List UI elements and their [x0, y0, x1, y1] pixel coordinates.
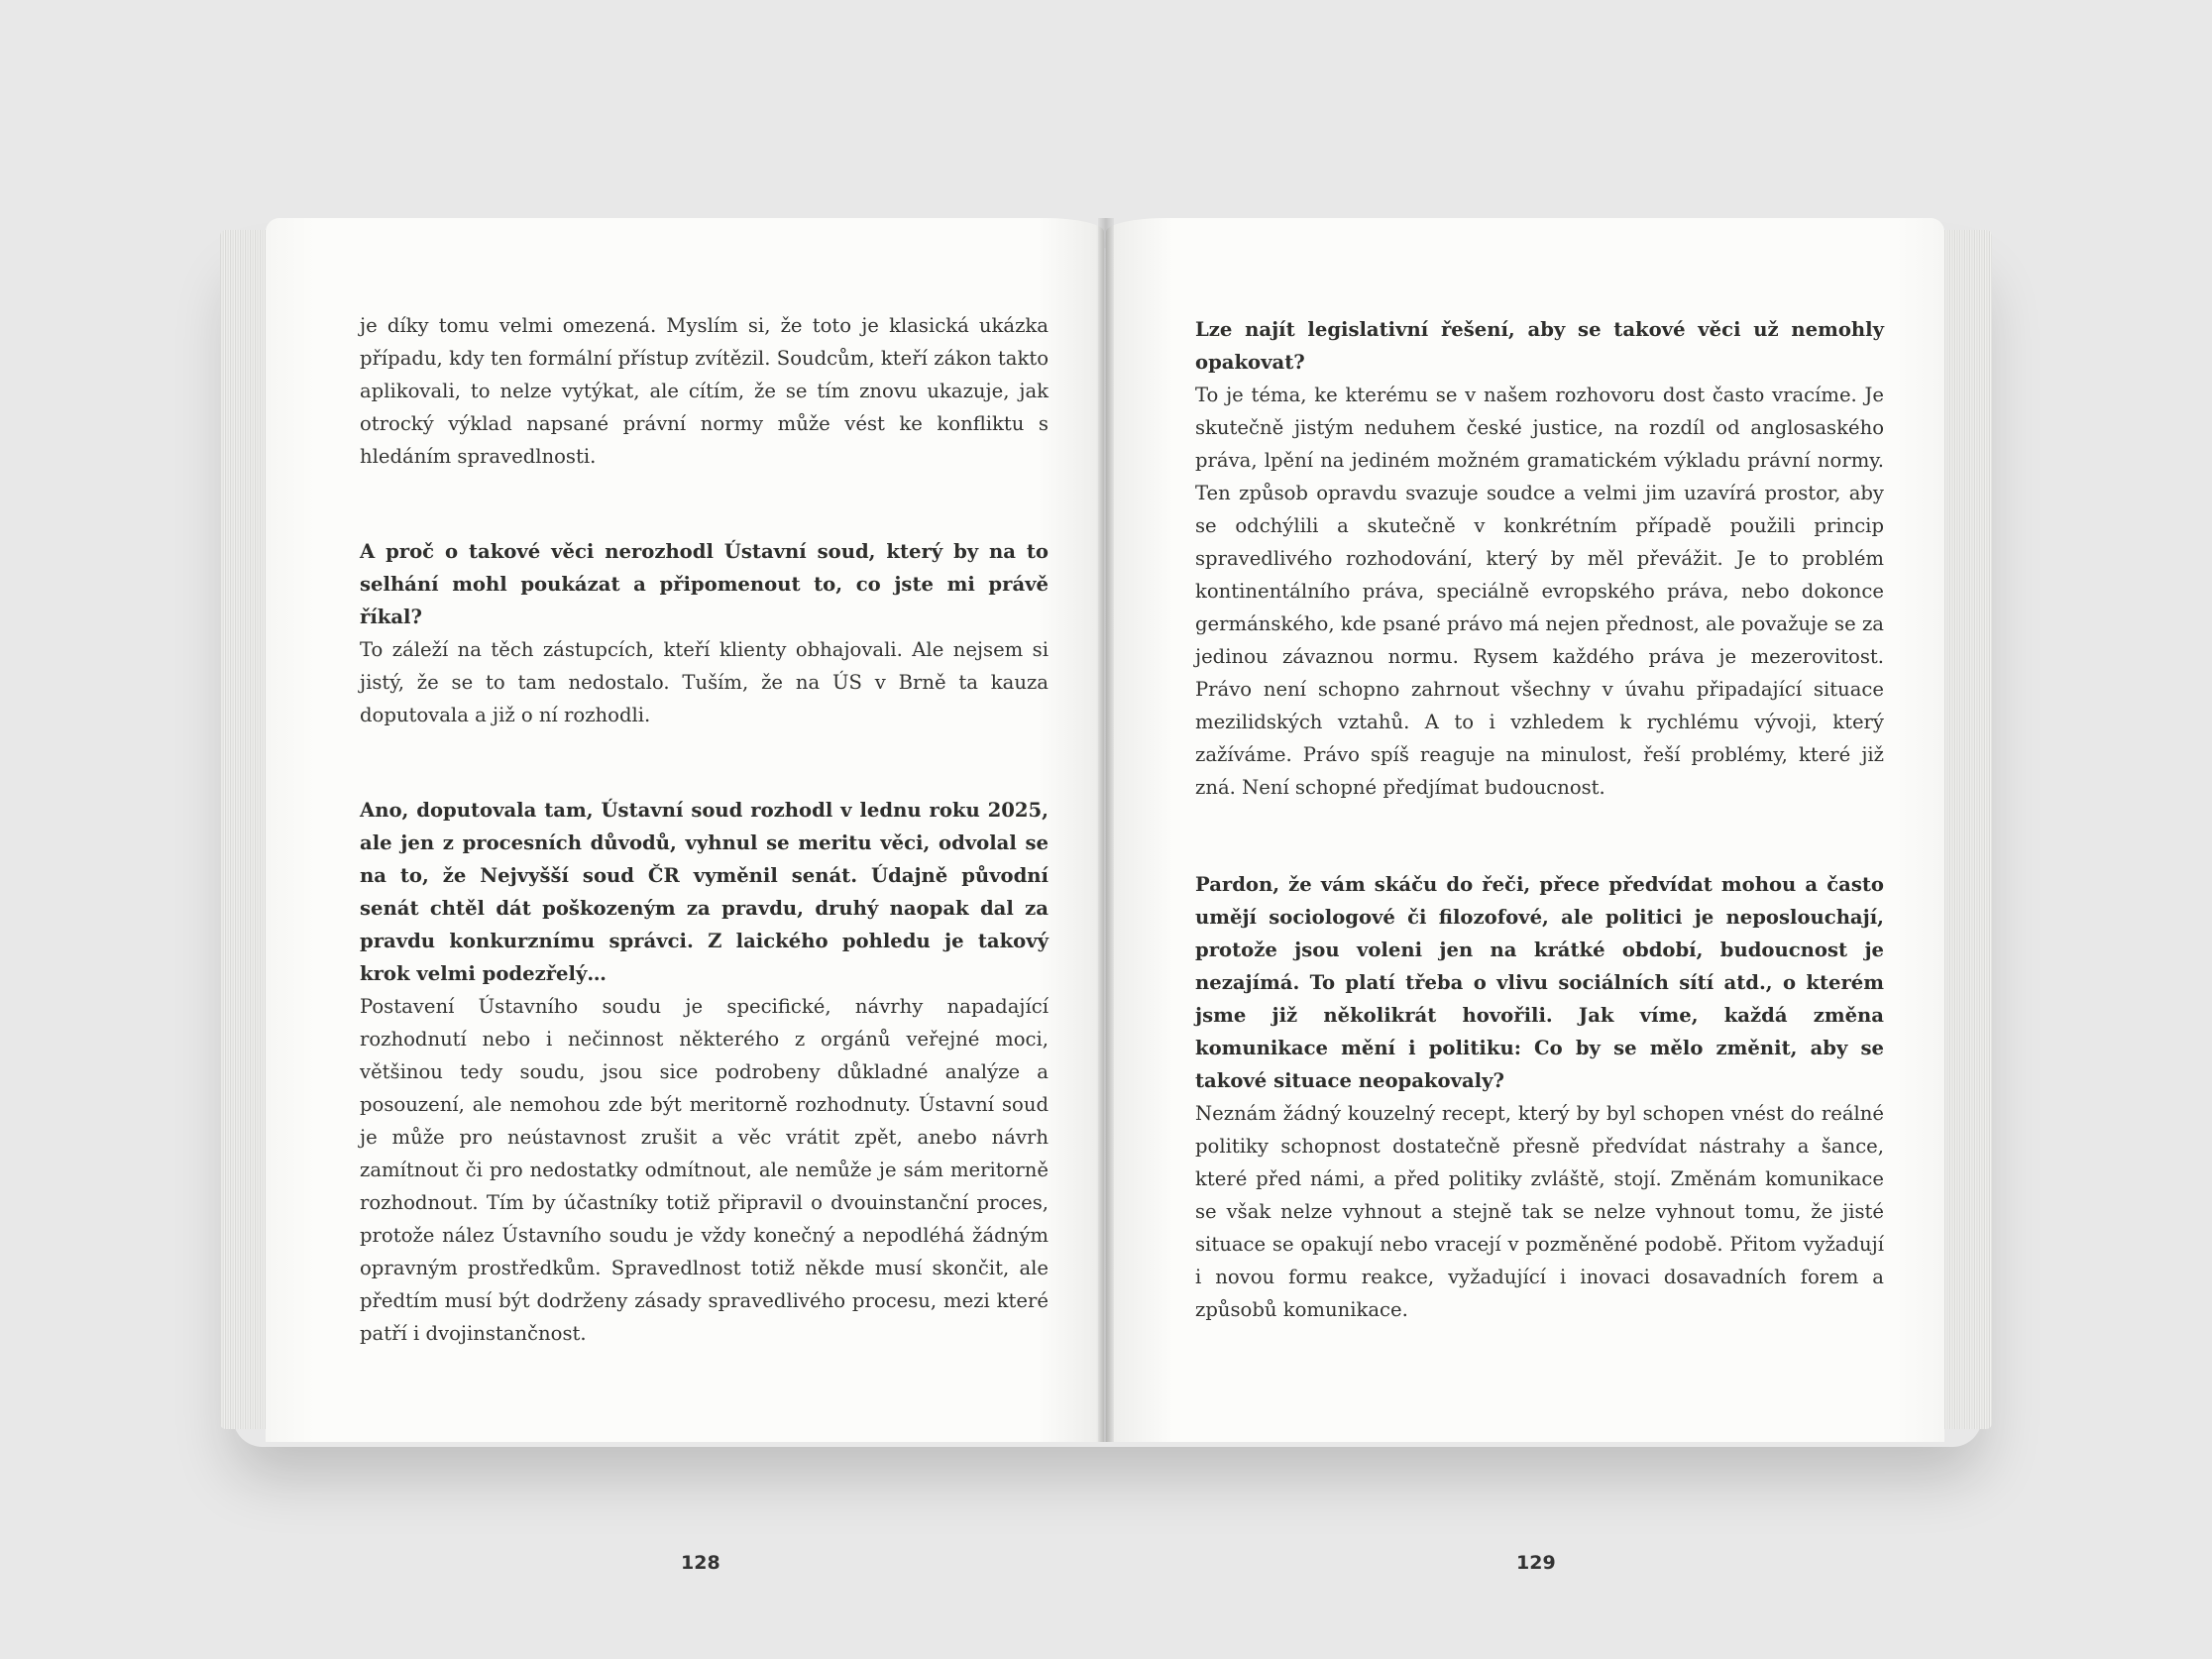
paragraph-answer: Postavení Ústavního soudu je specifické, návrhy napadající rozhodnutí nebo i nečinnost některého z orgánů veřejné moci, většinou tedy soudu, jsou sice podrobeny důkladné analýze a posouzení, ale nemohou zde být meritorně rozhodnuty. Ústavní soud je může pro neústavnost zrušit a věc vrátit zpět, anebo návrh zamítnout či pro nedostatky odmítnout, ale nemůže je sám meritorně rozhodnout. Tím by účastníky totiž připravil o dvouinstanční proces, protože nález Ústavního soudu je vždy konečný a nepodléhá žádným opravným prostředkům. Spravedlnost totiž někde musí skončit, ale předtím musí být dodrženy zásady spravedlivého procesu, mezi které patří i dvojinstančnost. — [360, 995, 1049, 1345]
left-page — [266, 218, 1104, 1574]
paragraph-gap — [1195, 804, 1884, 868]
paragraph-question: A proč o takové věci nerozhodl Ústavní soud, který by na to selhání mohl poukázat a připomenout to, co jste mi právě říkal? — [360, 540, 1049, 628]
paragraph-answer: je díky tomu velmi omezená. Myslím si, že toto je klasická ukázka případu, kdy ten formální přístup zvítězil. Soudcům, kteří zákon takto aplikovali, to nelze vytýkat, ale cítím, že se tím znovu ukazuje, jak otrocký výklad napsané právní normy může vést ke konfliktu s hledáním spravedlnosti. — [360, 314, 1049, 468]
paragraph-gap — [360, 731, 1049, 794]
paragraph-answer: Neznám žádný kouzelný recept, který by byl schopen vnést do reálné politiky schopnost dostatečně přesně předvídat nástrahy a šance, které před námi, a před politiky zvláště, stojí. Změnám komunikace se však nelze vyhnout a stejně tak se nelze vyhnout tomu, že jisté situace se opakují nebo vracejí v pozměněné podobě. Přitom vyžadují i novou formu reakce, vyžadující i inovaci dosavadních forem a způsobů komunikace. — [1195, 1102, 1884, 1321]
paragraph-question: Lze najít legislativní řešení, aby se takové věci už nemohly opakovat? — [1195, 318, 1884, 374]
left-page-text — [360, 309, 1049, 1350]
right-page-text — [1195, 313, 1884, 1326]
book-gutter — [1098, 218, 1114, 1442]
paragraph-answer: To záleží na těch zástupcích, kteří klienty obhajovali. Ale nejsem si jistý, že se to tam nedostalo. Tuším, že na ÚS v Brně ta kauza doputovala a již o ní rozhodli. — [360, 638, 1049, 726]
paragraph-question: Pardon, že vám skáču do řeči, přece předvídat mohou a často umějí sociologové či filozofové, ale politici je neposlouchají, protože jsou voleni jen na krátké období, budoucnost je nezajímá. To platí třeba o vlivu sociálních sítí atd., o kterém jsme již několikrát hovořili. Jak víme, každá změna komunikace mění i politiku: Co by se mělo změnit, aby se takové situace neopakovaly? — [1195, 873, 1884, 1092]
right-page — [1106, 218, 1944, 1574]
paragraph-gap — [360, 473, 1049, 535]
page-number: 128 — [681, 1552, 720, 1574]
page-edges-right — [1940, 230, 1992, 1429]
page-number: 129 — [1516, 1552, 1556, 1574]
page-edges-left — [220, 230, 272, 1429]
paragraph-question: Ano, doputovala tam, Ústavní soud rozhodl v lednu roku 2025, ale jen z procesních důvodů, vyhnul se meritu věci, odvolal se na to, že Nejvyšší soud ČR vyměnil senát. Údajně původní senát chtěl dát poškozeným za pravdu, druhý naopak dal za pravdu konkurznímu správci. Z laického pohledu je takový krok velmi podezřelý… — [360, 799, 1049, 985]
paragraph-answer: To je téma, ke kterému se v našem rozhovoru dost často vracíme. Je skutečně jistým neduhem české justice, na rozdíl od anglosaského práva, lpění na jediném možném gramatickém výkladu právní normy. Ten způsob opravdu svazuje soudce a velmi jim uzavírá prostor, aby se odchýlili a skutečně v konkrétním případě použili princip spravedlivého rozhodování, který by měl převážit. Je to problém kontinentálního práva, speciálně evropského práva, nebo dokonce germánského, kde psané právo má nejen přednost, ale považuje se za jedinou závaznou normu. Rysem každého práva je mezerovitost. Právo není schopno zahrnout všechny v úvahu připadající situace mezilidských vztahů. A to i vzhledem k rychlému vývoji, který zažíváme. Právo spíš reaguje na minulost, řeší problémy, které již zná. Není schopné předjímat budoucnost. — [1195, 384, 1884, 799]
